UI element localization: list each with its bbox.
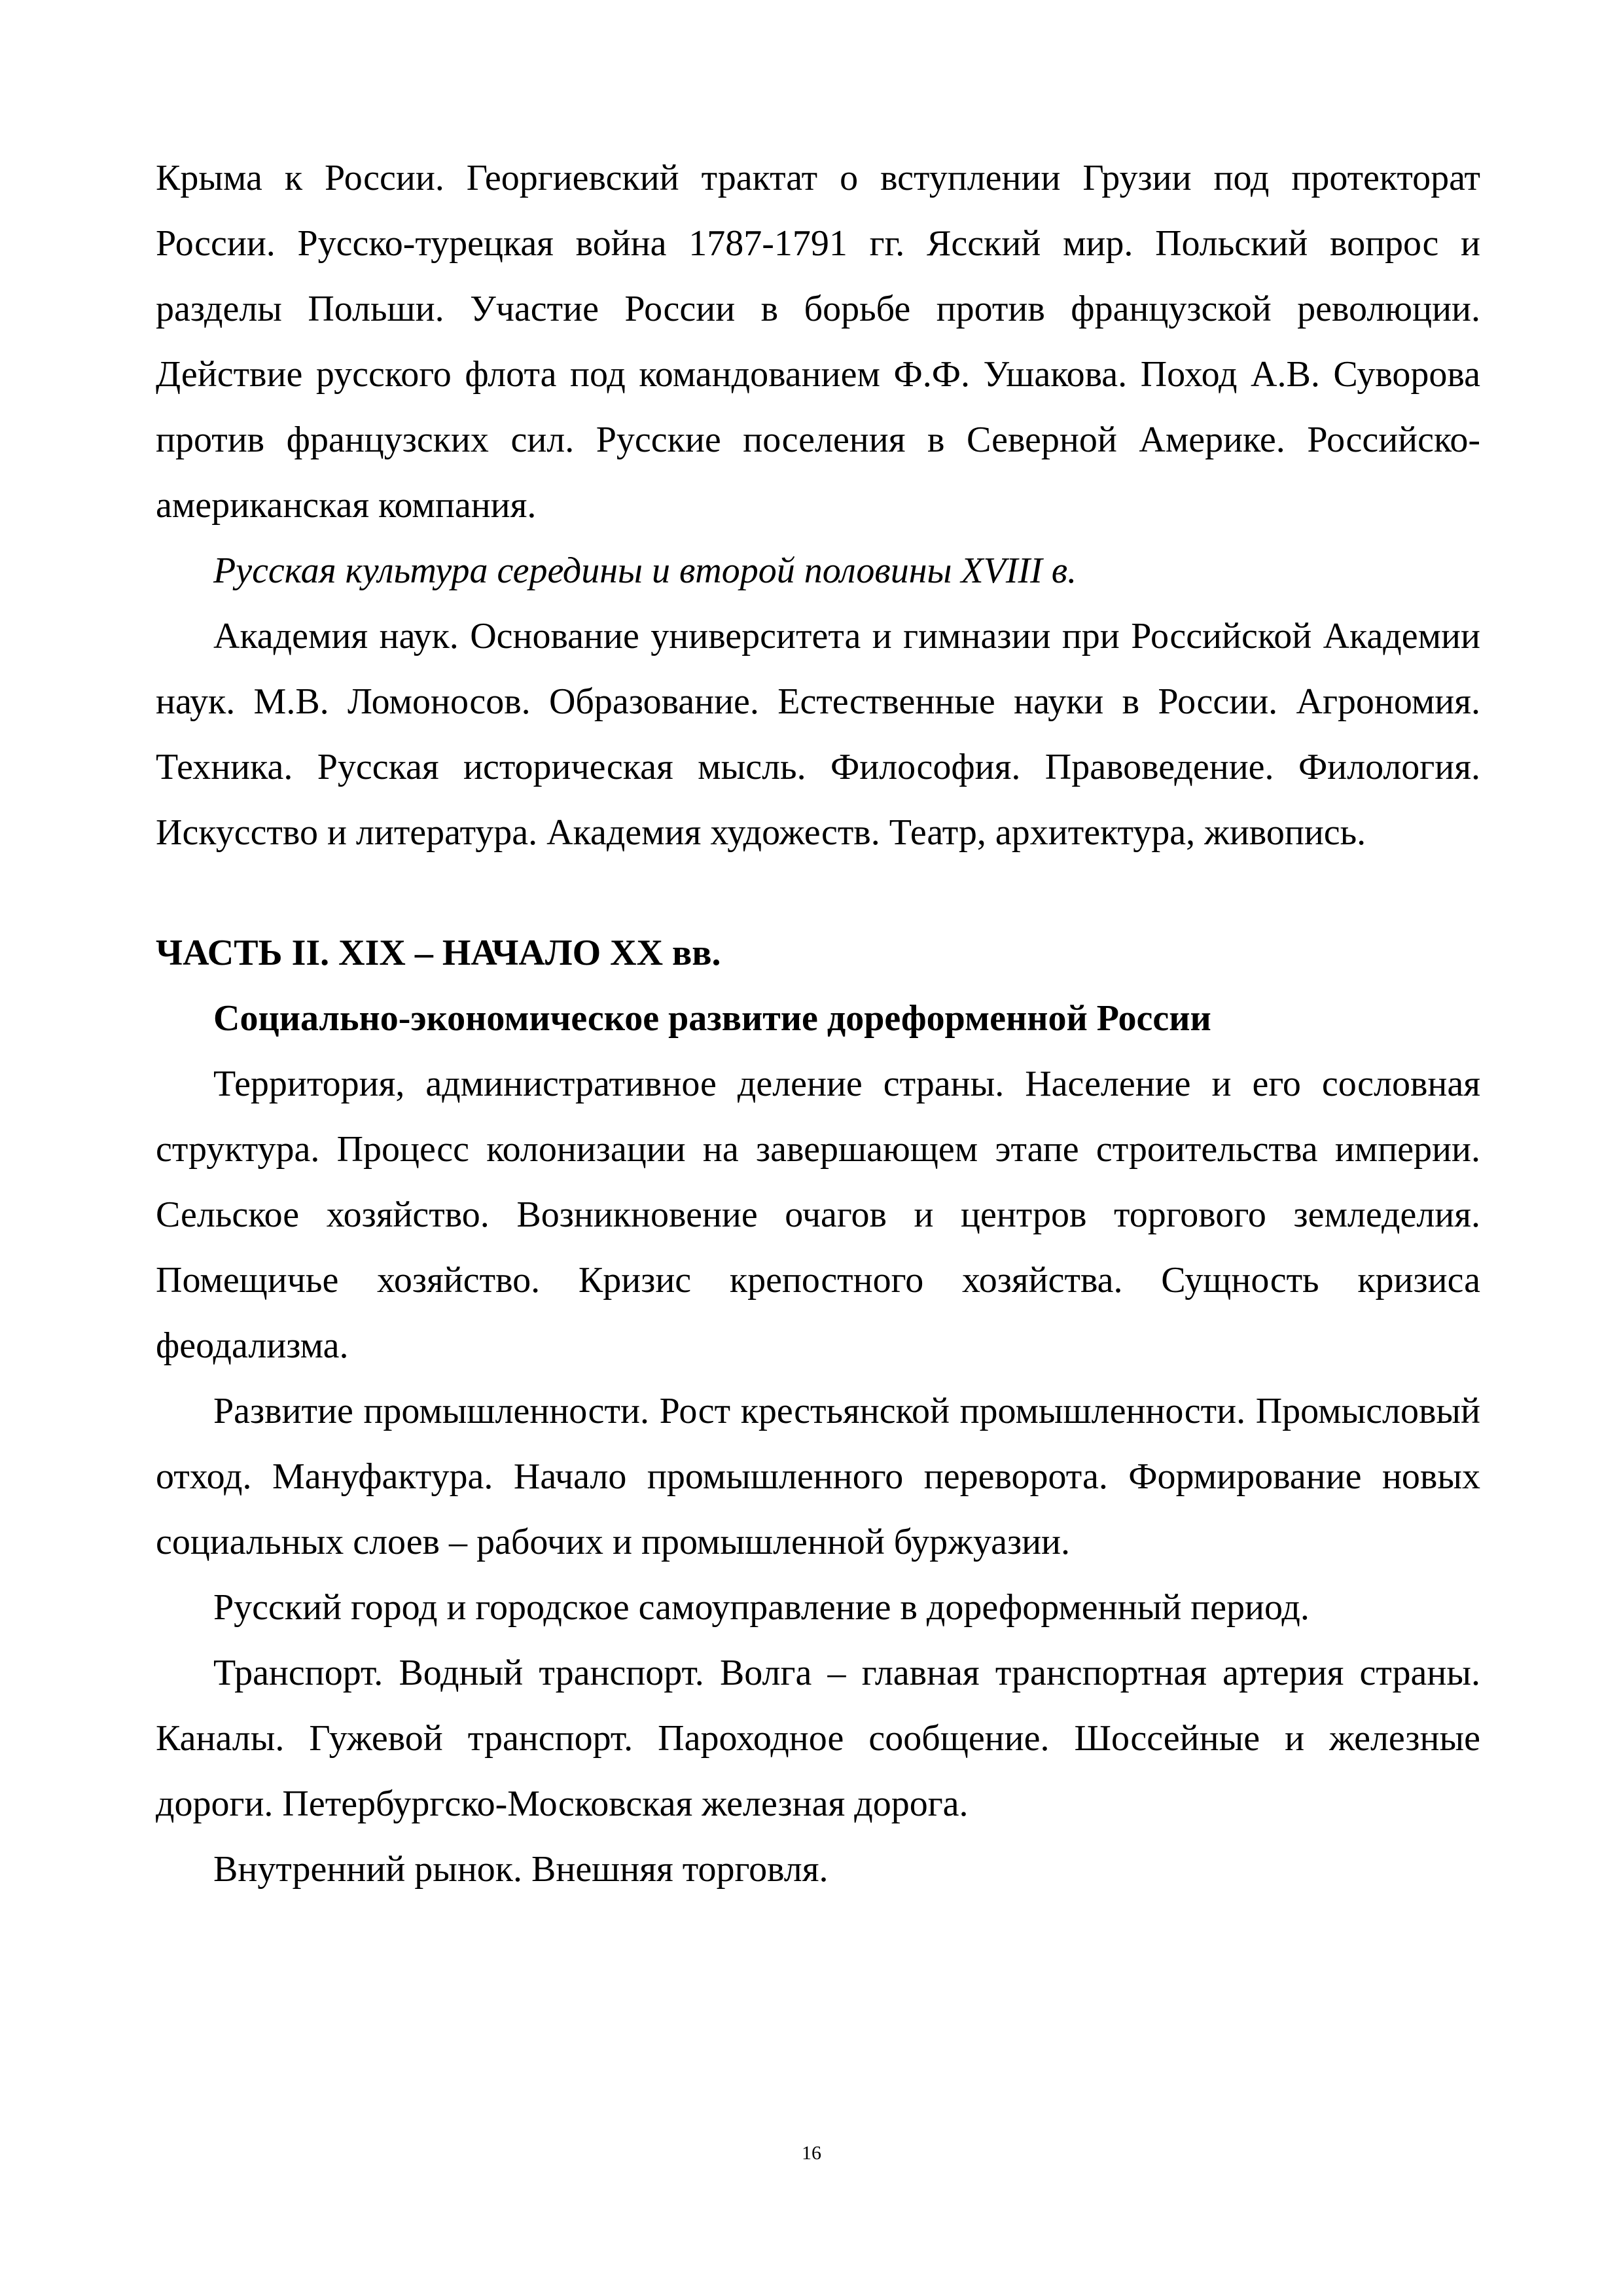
paragraph-market: Внутренний рынок. Внешняя торговля. <box>213 1849 829 1890</box>
paragraph-foreign-policy: Крыма к России. Георгиевский трактат о вступлении Грузии под протекторат России. Русско-турецкая война 1787-1791 гг. Ясский мир. Польский вопрос и разделы Польши. Участие России в борьбе против французской революции. Действие русского флота под командованием Ф.Ф. Ушакова. Поход А.В. Суворова против французских сил. Русские поселения в Северной Америке. Российско-американская компания. <box>156 158 1480 526</box>
paragraph-culture: Академия наук. Основание университета и гимназии при Российской Академии наук. М.В. Ломоносов. Образование. Естественные науки в России. Агрономия. Техника. Русская историческая мысль. Философия. Правоведение. Филология. Искусство и литература. Академия художеств. Театр, архитектура, живопись. <box>156 616 1480 853</box>
paragraph-territory: Территория, административное деление страны. Население и его сословная структура. Процесс колонизации на завершающем этапе строительства империи. Сельское хозяйство. Возникновение очагов и центров торгового земледелия. Помещичье хозяйство. Кризис крепостного хозяйства. Сущность кризиса феодализма. <box>156 1064 1480 1366</box>
part-heading: ЧАСТЬ II. XIX – НАЧАЛО XX вв. <box>156 933 721 973</box>
page-number: 16 <box>802 2142 821 2164</box>
paragraph-transport: Транспорт. Водный транспорт. Волга – главная транспортная артерия страны. Каналы. Гужевой транспорт. Пароходное сообщение. Шоссейные и железные дороги. Петербургско-Московская железная дорога. <box>156 1653 1480 1824</box>
paragraph-city: Русский город и городское самоуправление в дореформенный период. <box>213 1587 1310 1628</box>
italic-heading-culture: Русская культура середины и второй половины XVIII в. <box>213 550 1077 591</box>
section-heading: Социально-экономическое развитие дореформенной России <box>213 998 1211 1039</box>
paragraph-industry: Развитие промышленности. Рост крестьянской промышленности. Промысловый отход. Мануфактура. Начало промышленного переворота. Формирование новых социальных слоев – рабочих и промышленной буржуазии. <box>156 1391 1480 1562</box>
section-gap <box>156 865 1480 920</box>
document-body <box>156 145 1480 1902</box>
